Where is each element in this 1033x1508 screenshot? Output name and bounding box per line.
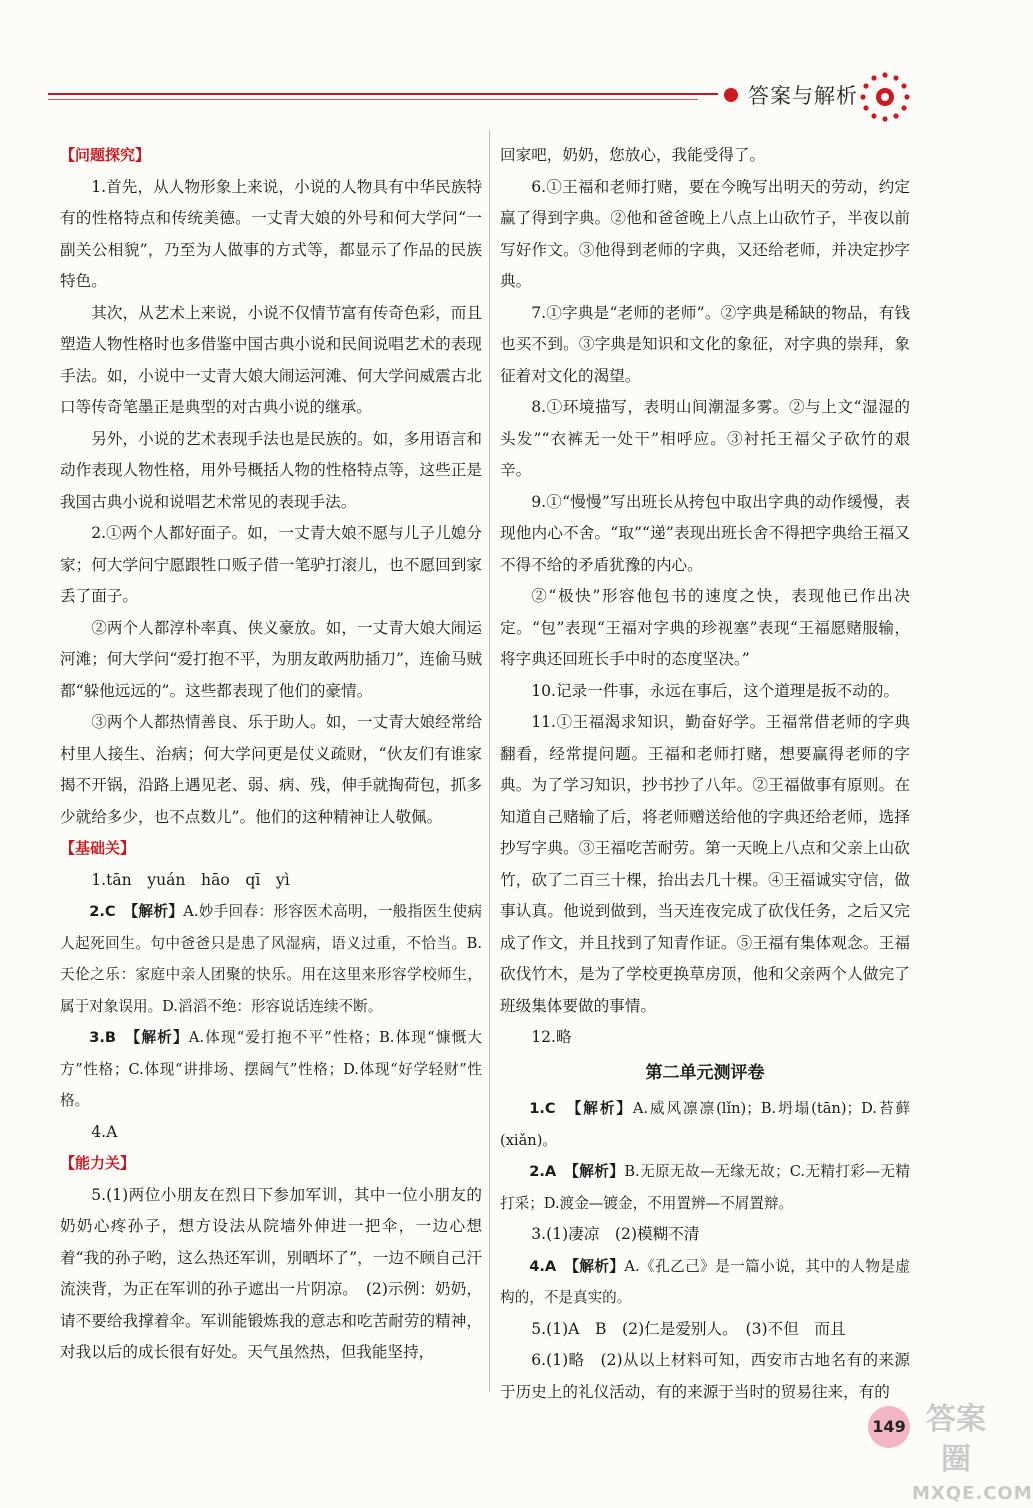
paragraph-text: 1.首先，从人物形象上来说，小说的人物具有中华民族特有的性格特点和传统美德。一丈青大娘的外号和何大学问“一副关公相貌”，乃至为人做事的方式等，都显示了作品的民族特色。: [60, 177, 482, 290]
answer-paragraph: [500, 487, 910, 582]
answer-paragraph: [60, 172, 482, 298]
answer-paragraph: [500, 1093, 910, 1156]
header-bullet: [724, 88, 738, 102]
paragraph-text: ②两个人都淳朴率真、侠义豪放。如，一丈青大娘大闹运河滩；何大学问“爱打抱不平，为朋友敢两肋插刀”，连偷马贼都“躲他远远的”。这些都表现了他们的豪情。: [60, 618, 482, 700]
paragraph-text: ③两个人都热情善良、乐于助人。如，一丈青大娘经常给村里人接生、治病；何大学问更是仗义疏财，“伙友们有谁家揭不开锅，沿路上遇见老、弱、病、残，伸手就掏荷包，抓多少就给多少，也不点数儿”。他们的这种精神让人敬佩。: [60, 713, 482, 826]
header-rule-bottom: [48, 99, 698, 100]
answer-key: 2.A 【解析】: [529, 1163, 625, 1180]
answer-paragraph: [60, 865, 482, 897]
answer-paragraph: [500, 1314, 910, 1346]
answer-paragraph: [60, 1117, 482, 1149]
answer-paragraph: [500, 298, 910, 393]
paragraph-text: B.无原无故—无缘无故；C.无精打彩—无精打采；D.渡金—镀金，不用置辨—不屑置辩。: [500, 1163, 910, 1212]
watermark-top: 答案圈: [926, 1402, 986, 1477]
paragraph-text: 11.①王福渴求知识，勤奋好学。王福常借老师的字典翻看，经常提问题。王福和老师打赌，想要赢得老师的字典。为了学习知识，抄书抄了八年。②王福做事有原则。在知道自己赌输了后，将老师赠送给他的字典还给老师，选择抄写字典。③王福吃苦耐劳。第一天晚上八点和父亲上山砍竹，砍了二百三十棵，抬出去几十棵。④王福诚实守信，做事认真。他说到做到，当天连夜完成了砍伐任务，之后又完成了作文，并且找到了知青作证。⑤王福有集体观念。王福砍伐竹木，是为了学校更换草房顶，他和父亲两个人做完了班级集体要做的事情。: [500, 713, 910, 1015]
left-column: [60, 140, 482, 1369]
column-divider: [489, 130, 490, 1392]
paragraph-text: 5.(1)两位小朋友在烈日下参加军训，其中一位小朋友的奶奶心疼孙子，想方设法从院墙外伸进一把伞，一边心想着“我的孙子哟，这么热还军训，别晒坏了”，一边不顾自己汗流浃背，为正在军训的孙子遮出一片阴凉。 (2)示例：奶奶，请不要给我撑着伞。军训能锻炼我的意志和吃苦耐劳的精神，对我以后的成长很有好处。天气虽然热，但我能坚持，: [60, 1185, 482, 1361]
paragraph-text: 8.①环境描写，表明山间潮湿多雾。②与上文“湿湿的头发”“衣裤无一处干”相呼应。③衬托王福父子砍竹的艰辛。: [500, 398, 910, 479]
paragraph-text: ②“极快”形容他包书的速度之快，表现他已作出决定。“包”表现“王福对字典的珍视塞”表现“王福愿赌服输，将字典还回班长手中时的态度坚决。”: [500, 587, 910, 668]
paragraph-text: A.威风凛凛(lǐn)；B.坍塌(tān)；D.苔藓(xiǎn)。: [500, 1100, 910, 1149]
answer-key: 2.C 【解析】: [89, 903, 184, 920]
answer-paragraph: [500, 1219, 910, 1251]
paragraph-text: 其次，从艺术上来说，小说不仅情节富有传奇色彩，而且塑造人物性格时也多借鉴中国古典小说和民间说唱艺术的表现手法。如，小说中一丈青大娘大闹运河滩、何大学问威震古北口等传奇笔墨正是典型的对古典小说的继承。: [60, 303, 482, 416]
paragraph-text: 5.(1)A B (2)仁是爱别人。 (3)不但 而且: [531, 1319, 846, 1338]
paragraph-text: 4.A: [91, 1122, 118, 1141]
section-heading: [60, 833, 482, 865]
paragraph-text: A.《孔乙己》是一篇小说，其中的人物是虚构的，不是真实的。: [500, 1257, 910, 1306]
paragraph-text: 2.①两个人都好面子。如，一丈青大娘不愿与儿子儿媳分家；何大学问宁愿跟牲口贩子借一笔驴打滚儿，也不愿回到家丢了面子。: [60, 524, 482, 605]
paragraph-text: 10.记录一件事，永远在事后，这个道理是扳不动的。: [531, 681, 900, 700]
paragraph-text: 【能力关】: [60, 1154, 136, 1172]
section-heading: [60, 1148, 482, 1180]
answer-paragraph: [500, 392, 910, 487]
paragraph-text: 【基础关】: [60, 839, 136, 857]
paragraph-text: 回家吧，奶奶，您放心，我能受得了。: [500, 146, 766, 164]
answer-paragraph: [60, 613, 482, 708]
answer-paragraph: [60, 1180, 482, 1369]
answer-paragraph: [60, 298, 482, 424]
right-column: [500, 140, 910, 1408]
paragraph-text: A.妙手回春：形容医术高明，一般指医生使病人起死回生。句中爸爸只是患了风湿病，语义过重，不恰当。B.天伦之乐：家庭中亲人团聚的快乐。用在这里来形容学校师生，属于对象误用。D.滔滔不绝：形容说话连续不断。: [60, 903, 482, 1015]
answer-paragraph: [500, 1022, 910, 1054]
answer-paragraph: [500, 1156, 910, 1219]
answer-key: 1.C 【解析】: [529, 1100, 633, 1117]
paragraph-text: 另外，小说的艺术表现手法也是民族的。如，多用语言和动作表现人物性格，用外号概括人物的性格特点等，这些正是我国古典小说和说唱艺术常见的表现手法。: [60, 429, 482, 511]
paragraph-text: 6.(1)略 (2)从以上材料可知，西安市古地名有的来源于历史上的礼仪活动，有的来源于当时的贸易往来，有的: [500, 1351, 910, 1401]
paragraph-text: 3.(1)凄凉 (2)模糊不清: [531, 1225, 700, 1243]
answer-paragraph: [500, 140, 910, 172]
watermark-logo: [912, 1400, 1033, 1504]
answer-paragraph: [60, 896, 482, 1022]
answer-paragraph: [60, 424, 482, 519]
unit-title: [500, 1058, 910, 1090]
paragraph-text: 6.①王福和老师打赌，要在今晚写出明天的劳动，约定赢了得到字典。②他和爸爸晚上八点上山砍竹子，半夜以前写好作文。③他得到老师的字典，又还给老师，并决定抄字典。: [500, 177, 910, 290]
answer-paragraph: [500, 172, 910, 298]
watermark-bottom: MXQE.COM: [912, 1483, 1033, 1504]
paragraph-text: 【问题探究】: [60, 146, 151, 164]
answer-paragraph: [500, 1251, 910, 1314]
answer-key: 4.A 【解析】: [529, 1257, 625, 1275]
answer-paragraph: [60, 1022, 482, 1117]
answer-paragraph: [60, 518, 482, 613]
answer-paragraph: [500, 676, 910, 708]
answer-paragraph: [500, 707, 910, 1022]
section-heading: [60, 140, 482, 172]
header-rule-top: [48, 93, 718, 95]
answer-paragraph: [500, 1345, 910, 1408]
paragraph-text: 1.tān yuán hāo qī yì: [91, 870, 290, 889]
paragraph-text: 12.略: [531, 1028, 572, 1046]
header-logo-icon: [858, 70, 912, 124]
page-number: 149: [868, 1406, 910, 1448]
answer-paragraph: [60, 707, 482, 833]
answer-paragraph: [500, 581, 910, 676]
paragraph-text: A.体现“爱打抱不平”性格；B.体现“慷慨大方”性格；C.体现“讲排场、摆阔气”性格；D.体现“好学轻财”性格。: [60, 1029, 482, 1109]
paragraph-text: 7.①字典是“老师的老师”。②字典是稀缺的物品，有钱也买不到。③字典是知识和文化的象征，对字典的崇拜，象征着对文化的渴望。: [500, 303, 910, 385]
paragraph-text: 第二单元测评卷: [645, 1062, 765, 1083]
header-title: 答案与解析: [748, 84, 858, 108]
paragraph-text: 9.①“慢慢”写出班长从挎包中取出字典的动作缓慢，表现他内心不舍。“取”“递”表现出班长舍不得把字典给王福又不得不给的矛盾犹豫的内心。: [500, 492, 910, 574]
answer-key: 3.B 【解析】: [89, 1029, 189, 1046]
